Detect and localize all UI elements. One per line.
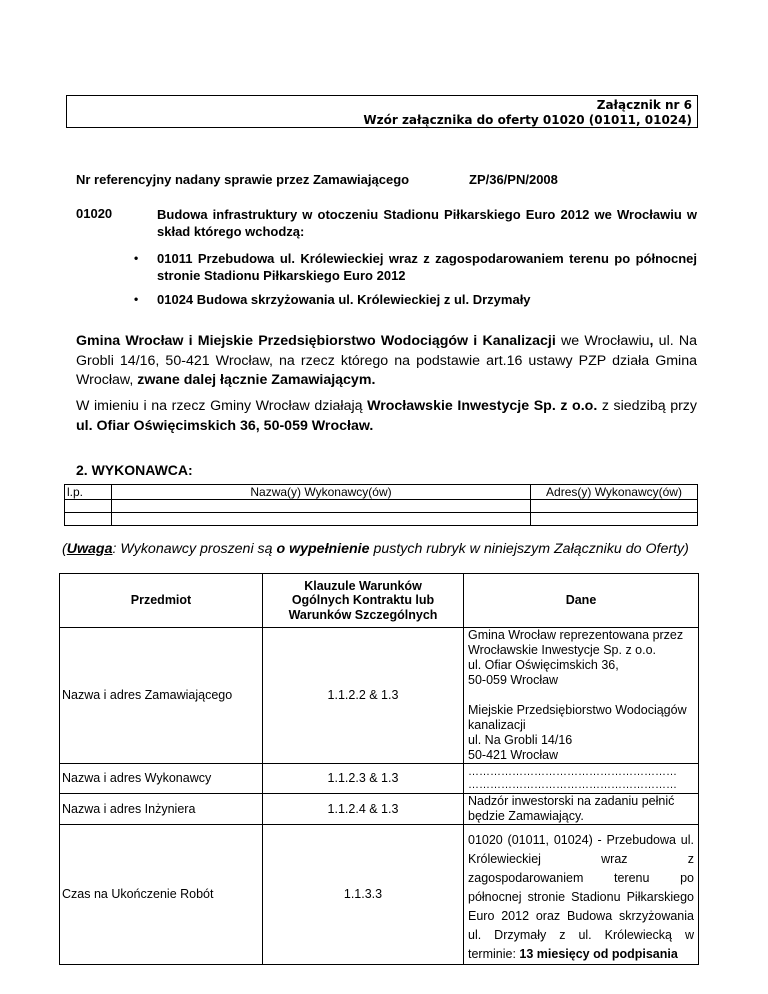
data-line: kanalizacji <box>468 718 526 732</box>
para-text: ul. Na Grobli 14/16, 50-421 Wrocław, na rzecz którego na podstawie art.16 ustawy PZP działa Gmina Wrocław, <box>76 333 697 388</box>
item-description: Budowa infrastruktury w otoczeniu Stadionu Piłkarskiego Euro 2012 we Wrocławiu w skład którego wchodzą: <box>157 207 697 239</box>
data-line: Wrocławskie Inwestycje Sp. z o.o. <box>468 643 657 657</box>
table-row <box>60 825 699 965</box>
intro-paragraph <box>76 332 697 391</box>
data-line: 50-059 Wrocław <box>468 673 559 687</box>
note-bold: o wypełnienie <box>276 541 370 557</box>
para-comma: , <box>649 333 654 349</box>
item-code: 01020 <box>76 206 113 221</box>
completion-text: 01020 (01011, 01024) - Przebudowa ul. Królewieckiej wraz z zagospodarowaniem terenu po północnej stronie Stadionu Piłkarskiego Euro 2012 oraz Budowa skrzyżowania ul. Drzymały z ul. Królewiecką w terminie: <box>468 833 694 961</box>
contractor-table <box>64 484 698 526</box>
representative-name: Wrocławskie Inwestycje Sp. z o.o. <box>367 398 598 414</box>
attachment-header-box <box>66 95 698 128</box>
data-line: ul. Ofiar Oświęcimskich 36, <box>468 658 619 672</box>
representative-address: ul. Ofiar Oświęcimskich 36, 50-059 Wrocław. <box>76 417 374 434</box>
section-title-contractor: 2. WYKONAWCA: <box>76 462 193 478</box>
bullet-item-01024 <box>134 291 697 308</box>
bullet-text: 01024 Budowa skrzyżowania ul. Królewieckiej z ul. Drzymały <box>157 292 531 307</box>
note-text: : Wykonawcy proszeni są <box>112 541 277 557</box>
bullet-icon: • <box>134 292 139 306</box>
note-label: Uwaga <box>66 541 113 557</box>
data-line: ul. Na Grobli 14/16 <box>468 733 573 747</box>
input-cell[interactable] <box>112 513 531 526</box>
row-data: Nadzór inwestorski na zadaniu pełnić będzie Zamawiający. <box>464 794 699 825</box>
note-paren: ( <box>62 541 67 557</box>
data-line: Miejskie Przedsiębiorstwo Wodociągów <box>468 703 687 717</box>
row-subject: Nazwa i adres Wykonawcy <box>60 764 263 794</box>
reference-label: Nr referencyjny nadany sprawie przez Zamawiającego <box>76 172 410 187</box>
para-text: W imieniu i na rzecz Gminy Wrocław działają <box>76 398 368 414</box>
defined-term: zwane dalej łącznie Zamawiającym. <box>137 372 376 388</box>
table-row <box>60 794 699 825</box>
table-row <box>65 513 698 526</box>
row-clause: 1.1.3.3 <box>263 825 464 965</box>
header-contractor-name: Nazwa(y) Wykonawcy(ów) <box>112 485 531 500</box>
placeholder-dots: ………………………………………………… <box>468 778 677 791</box>
data-line-spacer <box>468 688 698 703</box>
table-header-row <box>60 574 699 628</box>
party-names: Gmina Wrocław i Miejskie Przedsiębiorstwo Wodociągów i Kanalizacji <box>76 333 556 349</box>
row-data-input[interactable] <box>464 764 699 794</box>
data-line: 50-421 Wrocław <box>468 748 559 762</box>
reference-number: ZP/36/PN/2008 <box>469 172 558 187</box>
row-clause: 1.1.2.4 & 1.3 <box>263 794 464 825</box>
bullet-icon: • <box>134 251 139 265</box>
row-subject: Czas na Ukończenie Robót <box>60 825 263 965</box>
table-row <box>60 764 699 794</box>
row-data <box>464 825 699 965</box>
header-contractor-address: Adres(y) Wykonawcy(ów) <box>531 485 698 500</box>
note-paragraph <box>62 541 698 558</box>
data-line: Gmina Wrocław reprezentowana przez <box>468 628 684 642</box>
row-subject: Nazwa i adres Inżyniera <box>60 794 263 825</box>
row-data <box>464 628 699 764</box>
input-cell[interactable] <box>531 500 698 513</box>
table-row <box>60 628 699 764</box>
bullet-text: 01011 Przebudowa ul. Królewieckiej wraz z zagospodarowaniem terenu po północnej stronie Stadionu Piłkarskiego Euro 2012 <box>157 251 697 283</box>
appendix-table <box>59 573 699 965</box>
attachment-number: Załącznik nr 6 <box>596 98 692 112</box>
header-data: Dane <box>464 574 699 628</box>
attachment-title: Wzór załącznika do oferty 01020 (01011, 01024) <box>363 113 692 127</box>
table-header-row <box>65 485 698 500</box>
note-text: pustych rubryk w niniejszym Załączniku do Oferty) <box>369 541 689 557</box>
input-cell[interactable] <box>531 513 698 526</box>
placeholder-dots: ………………………………………………… <box>468 765 677 778</box>
completion-term: 13 miesięcy od podpisania <box>519 947 678 961</box>
input-cell[interactable] <box>65 500 112 513</box>
para-text: we Wrocławiu <box>555 333 650 349</box>
bullet-item-01011 <box>134 250 697 284</box>
header-lp: l.p. <box>65 485 112 500</box>
input-cell[interactable] <box>65 513 112 526</box>
input-cell[interactable] <box>112 500 531 513</box>
table-row <box>65 500 698 513</box>
row-clause: 1.1.2.2 & 1.3 <box>263 628 464 764</box>
para-text: z siedzibą przy <box>597 398 697 414</box>
representation-paragraph <box>76 397 697 436</box>
row-subject: Nazwa i adres Zamawiającego <box>60 628 263 764</box>
header-clauses: Klauzule Warunków Ogólnych Kontraktu lub Warunków Szczególnych <box>263 574 464 628</box>
row-clause: 1.1.2.3 & 1.3 <box>263 764 464 794</box>
header-subject: Przedmiot <box>60 574 263 628</box>
